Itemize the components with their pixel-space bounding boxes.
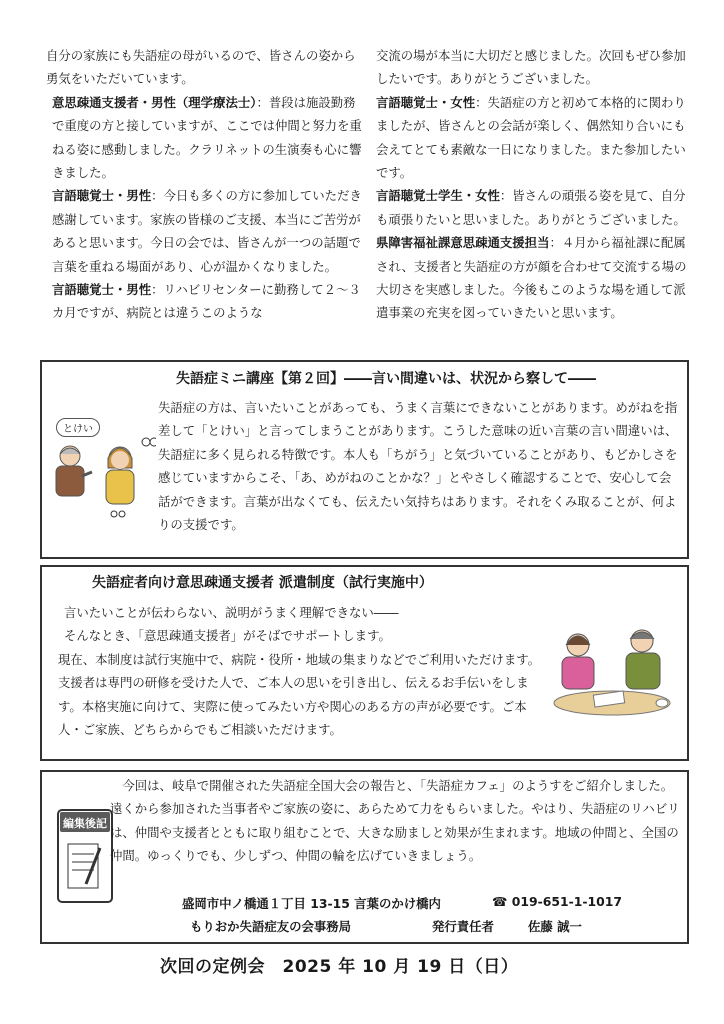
dispatch-line2: そんなとき、「意思疎通支援者」がそばでサポートします。 [64, 628, 391, 644]
mini-lecture-text: 失語症の方は、言いたいことがあっても、うまく言葉にできないことがあります。めがねを指差して「とけい」と言ってしまうことがあります。こうした意味の近い言葉の言い間違いは、失語症に多く見られる特徴です。本人も「ちがう」と気づいていることがあり、もどかしさを感じていますからこそ、「あ、めがねのことかな？」とやさしく確認することで、安心して会話ができます。言葉が出なくても、伝えたい気持ちはあります。それをくみ取ることが、何よりの支援です。 [158, 400, 678, 533]
right-p1: 交流の場が本当に大切だと感じました。次回もぜひ参加したいです。ありがとうございました。 [376, 48, 686, 87]
left-column [46, 44, 362, 325]
consultation-illustration [550, 623, 674, 723]
comment: ：リハビリセンターに勤務して２〜３カ月ですが、病院とは違うこのような [52, 282, 361, 321]
dispatch-text: 現在、本制度は試行実施中で、病院・役所・地域の集まりなどでご利用いただけます。支援者は専門の研修を受けた人で、ご本人の思いを引き出し、伝えるお手伝いをします。本格実施に向けて、実際に使ってみたい方や関心のある方の声が必要です。ご本人・ご家族、どちらからでもご相談いただけます。 [58, 651, 540, 738]
speaker: 言語聴覚士・女性 [376, 94, 476, 110]
address: 盛岡市中ノ橋通１丁目 13-15 言葉のかけ橋内 [182, 896, 441, 911]
editorial-box [40, 770, 689, 944]
dispatch-line1: 言いたいことが伝わらない、説明がうまく理解できない―― [64, 605, 399, 620]
comment: ：４月から福祉課に配属され、支援者と失語症の方が顔を合わせて交流する場の大切さを実感しました。今後もこのような場を通して派遣事業の充実を図っていきたいと思います。 [376, 235, 687, 321]
speaker: 言語聴覚士・男性 [52, 188, 152, 204]
comment: ：皆さんの頑張る姿を見て、自分も頑張りたいと思いました。ありがとうございました。 [376, 188, 686, 227]
speaker: 意思疎通支援者・男性（理学療法士） [52, 94, 257, 110]
comment: ：今日も多くの方に参加していただき感謝しています。家族の皆様のご支援、本当にご苦労があると思います。今日の会では、皆さんが一つの話題で言葉を重ねる場面があり、心が温かくなりました。 [52, 188, 362, 274]
left-p4 [46, 278, 362, 325]
speech-bubble: とけい [56, 418, 100, 437]
editorial-body [110, 774, 684, 868]
publisher-label: 発行責任者 [432, 919, 494, 934]
editorial-notebook-icon [56, 808, 114, 904]
editorial-badge: 編集後記 [63, 817, 107, 830]
editorial-text: 今回は、岐阜で開催された失語症全国大会の報告と、「失語症カフェ」のようすをご紹介しました。遠くから参加された当事者やご家族の姿に、あらためて力をもらいました。やはり、失語症のリハビリは、仲間や支援者とともに取り組むことで、大きな励ましと効果が生まれます。地域の仲間と、全国の仲間。ゆっくりでも、少しずつ、仲間の輪を広げていきましょう。 [110, 778, 680, 864]
right-column [376, 44, 690, 325]
dispatch-body [52, 601, 542, 741]
elderly-and-caregiver-illustration [48, 434, 156, 524]
left-p1: 自分の家族にも失語症の母がいるので、皆さんの姿から勇気をいただいています。 [46, 48, 356, 87]
dispatch-box [40, 565, 689, 761]
organization: もりおか失語症友の会事務局 [190, 919, 352, 934]
left-p3 [46, 184, 362, 278]
mini-lecture-body [158, 396, 678, 536]
mini-lecture-title: 失語症ミニ講座【第２回】――言い間違いは、状況から察して―― [176, 371, 596, 387]
phone-line [492, 894, 622, 909]
comment: ：普段は施設勤務で重度の方と接していますが、ここでは仲間と努力を重ねる姿に感動しました。クラリネットの生演奏も心に響きました。 [52, 94, 362, 181]
phone-icon: ☎ [492, 894, 512, 909]
speaker: 県障害福祉課意思疎通支援担当 [376, 235, 550, 251]
speaker: 言語聴覚士学生・女性 [376, 188, 500, 204]
publisher-name: 佐藤 誠一 [528, 919, 582, 934]
right-p4 [376, 231, 690, 325]
right-p2 [376, 91, 690, 185]
phone-number: 019-651-1-1017 [511, 894, 623, 909]
mini-lecture-box [40, 360, 689, 559]
speaker: 言語聴覚士・男性 [52, 282, 152, 298]
comment: ：失語症の方と初めて本格的に関わりましたが、皆さんとの会話が楽しく、偶然知り合いにも会えてとても素敵な一日になりました。また参加したいです。 [376, 94, 686, 181]
dispatch-title: 失語症者向け意思疎通支援者 派遣制度（試行実施中） [92, 575, 433, 591]
left-p2 [46, 91, 362, 185]
next-meeting: 次回の定例会 2025 年 10 月 19 日（日） [160, 957, 519, 977]
right-p3 [376, 184, 690, 231]
